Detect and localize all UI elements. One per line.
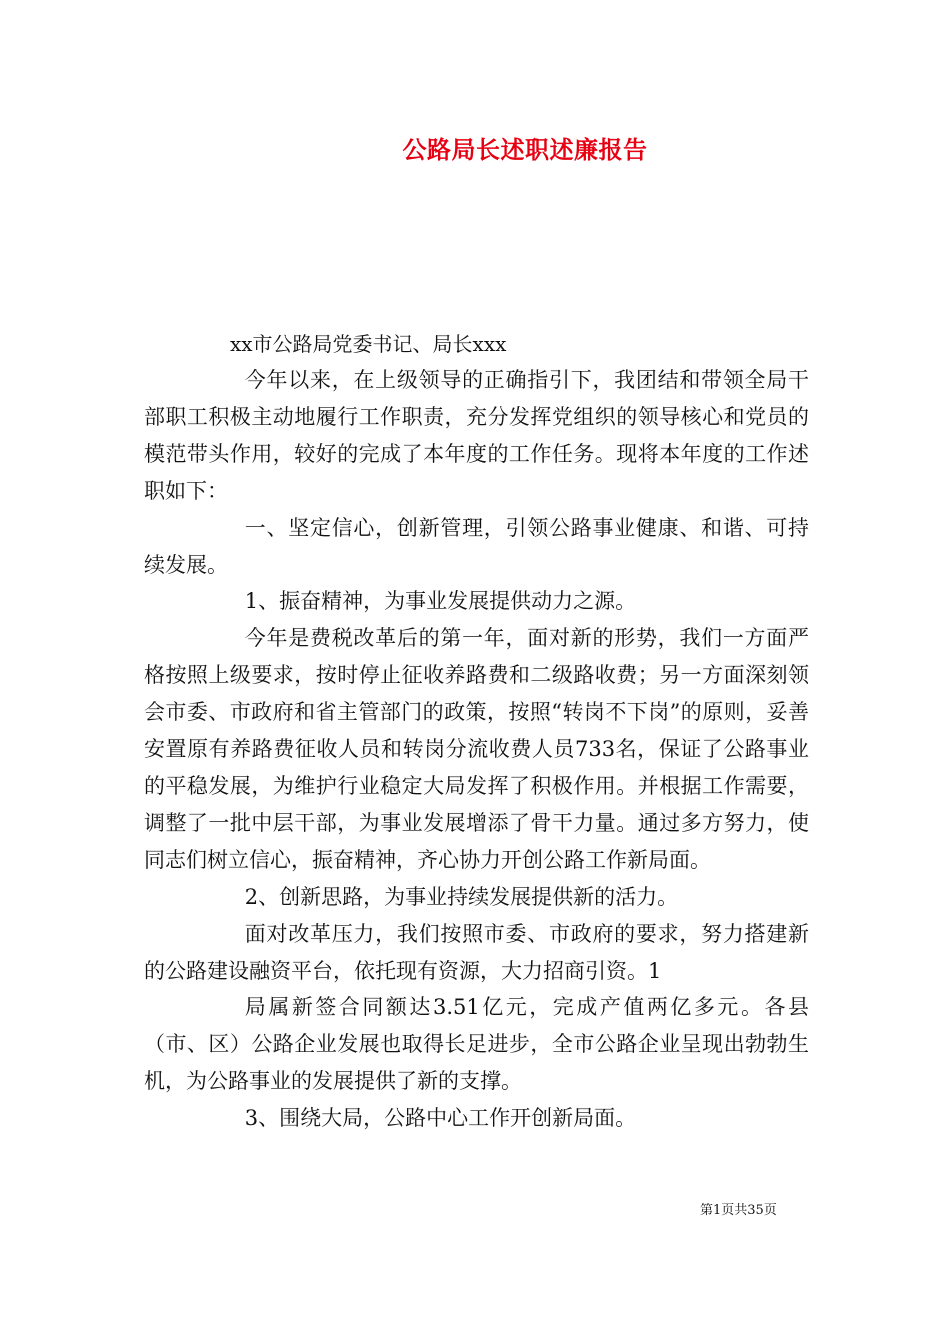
author-line: xx市公路局党委书记、局长xxx [230,332,507,356]
subsection-heading: 2、创新思路，为事业持续发展提供新的活力。 [244,884,679,909]
document-body [144,362,809,1137]
document-title: 公路局长述职述廉报告 [402,135,648,164]
page-number-footer: 第1页共35页 [700,1203,777,1218]
section-heading: 一、坚定信心，创新管理，引领公路事业健康、和谐、可持续发展。 [144,515,809,577]
paragraph: 今年是费税改革后的第一年，面对新的形势，我们一方面严格按照上级要求，按时停止征收养路费和二级路收费；另一方面深刻领会市委、市政府和省主管部门的政策，按照“转岗不下岗”的原则，妥善安置原有养路费征收人员和转岗分流收费人员733名，保证了公路事业的平稳发展，为维护行业稳定大局发挥了积极作用。并根据工作需要，调整了一批中层干部，为事业发展增添了骨干力量。通过多方努力，使同志们树立信心，振奋精神，齐心协力开创公路工作新局面。 [144,626,809,872]
paragraph: 今年以来，在上级领导的正确指引下，我团结和带领全局干部职工积极主动地履行工作职责，充分发挥党组织的领导核心和党员的模范带头作用，较好的完成了本年度的工作任务。现将本年度的工作述职如下： [144,368,809,503]
subsection-heading: 3、围绕大局，公路中心工作开创新局面。 [244,1106,637,1131]
paragraph: 面对改革压力，我们按照市委、市政府的要求，努力搭建新的公路建设融资平台，依托现有资源，大力招商引资。1 [144,921,809,983]
paragraph: 局属新签合同额达3.51亿元，完成产值两亿多元。各县（市、区）公路企业发展也取得长足进步，全市公路企业呈现出勃勃生机，为公路事业的发展提供了新的支撑。 [144,995,809,1094]
subsection-heading: 1、振奋精神，为事业发展提供动力之源。 [244,589,637,614]
